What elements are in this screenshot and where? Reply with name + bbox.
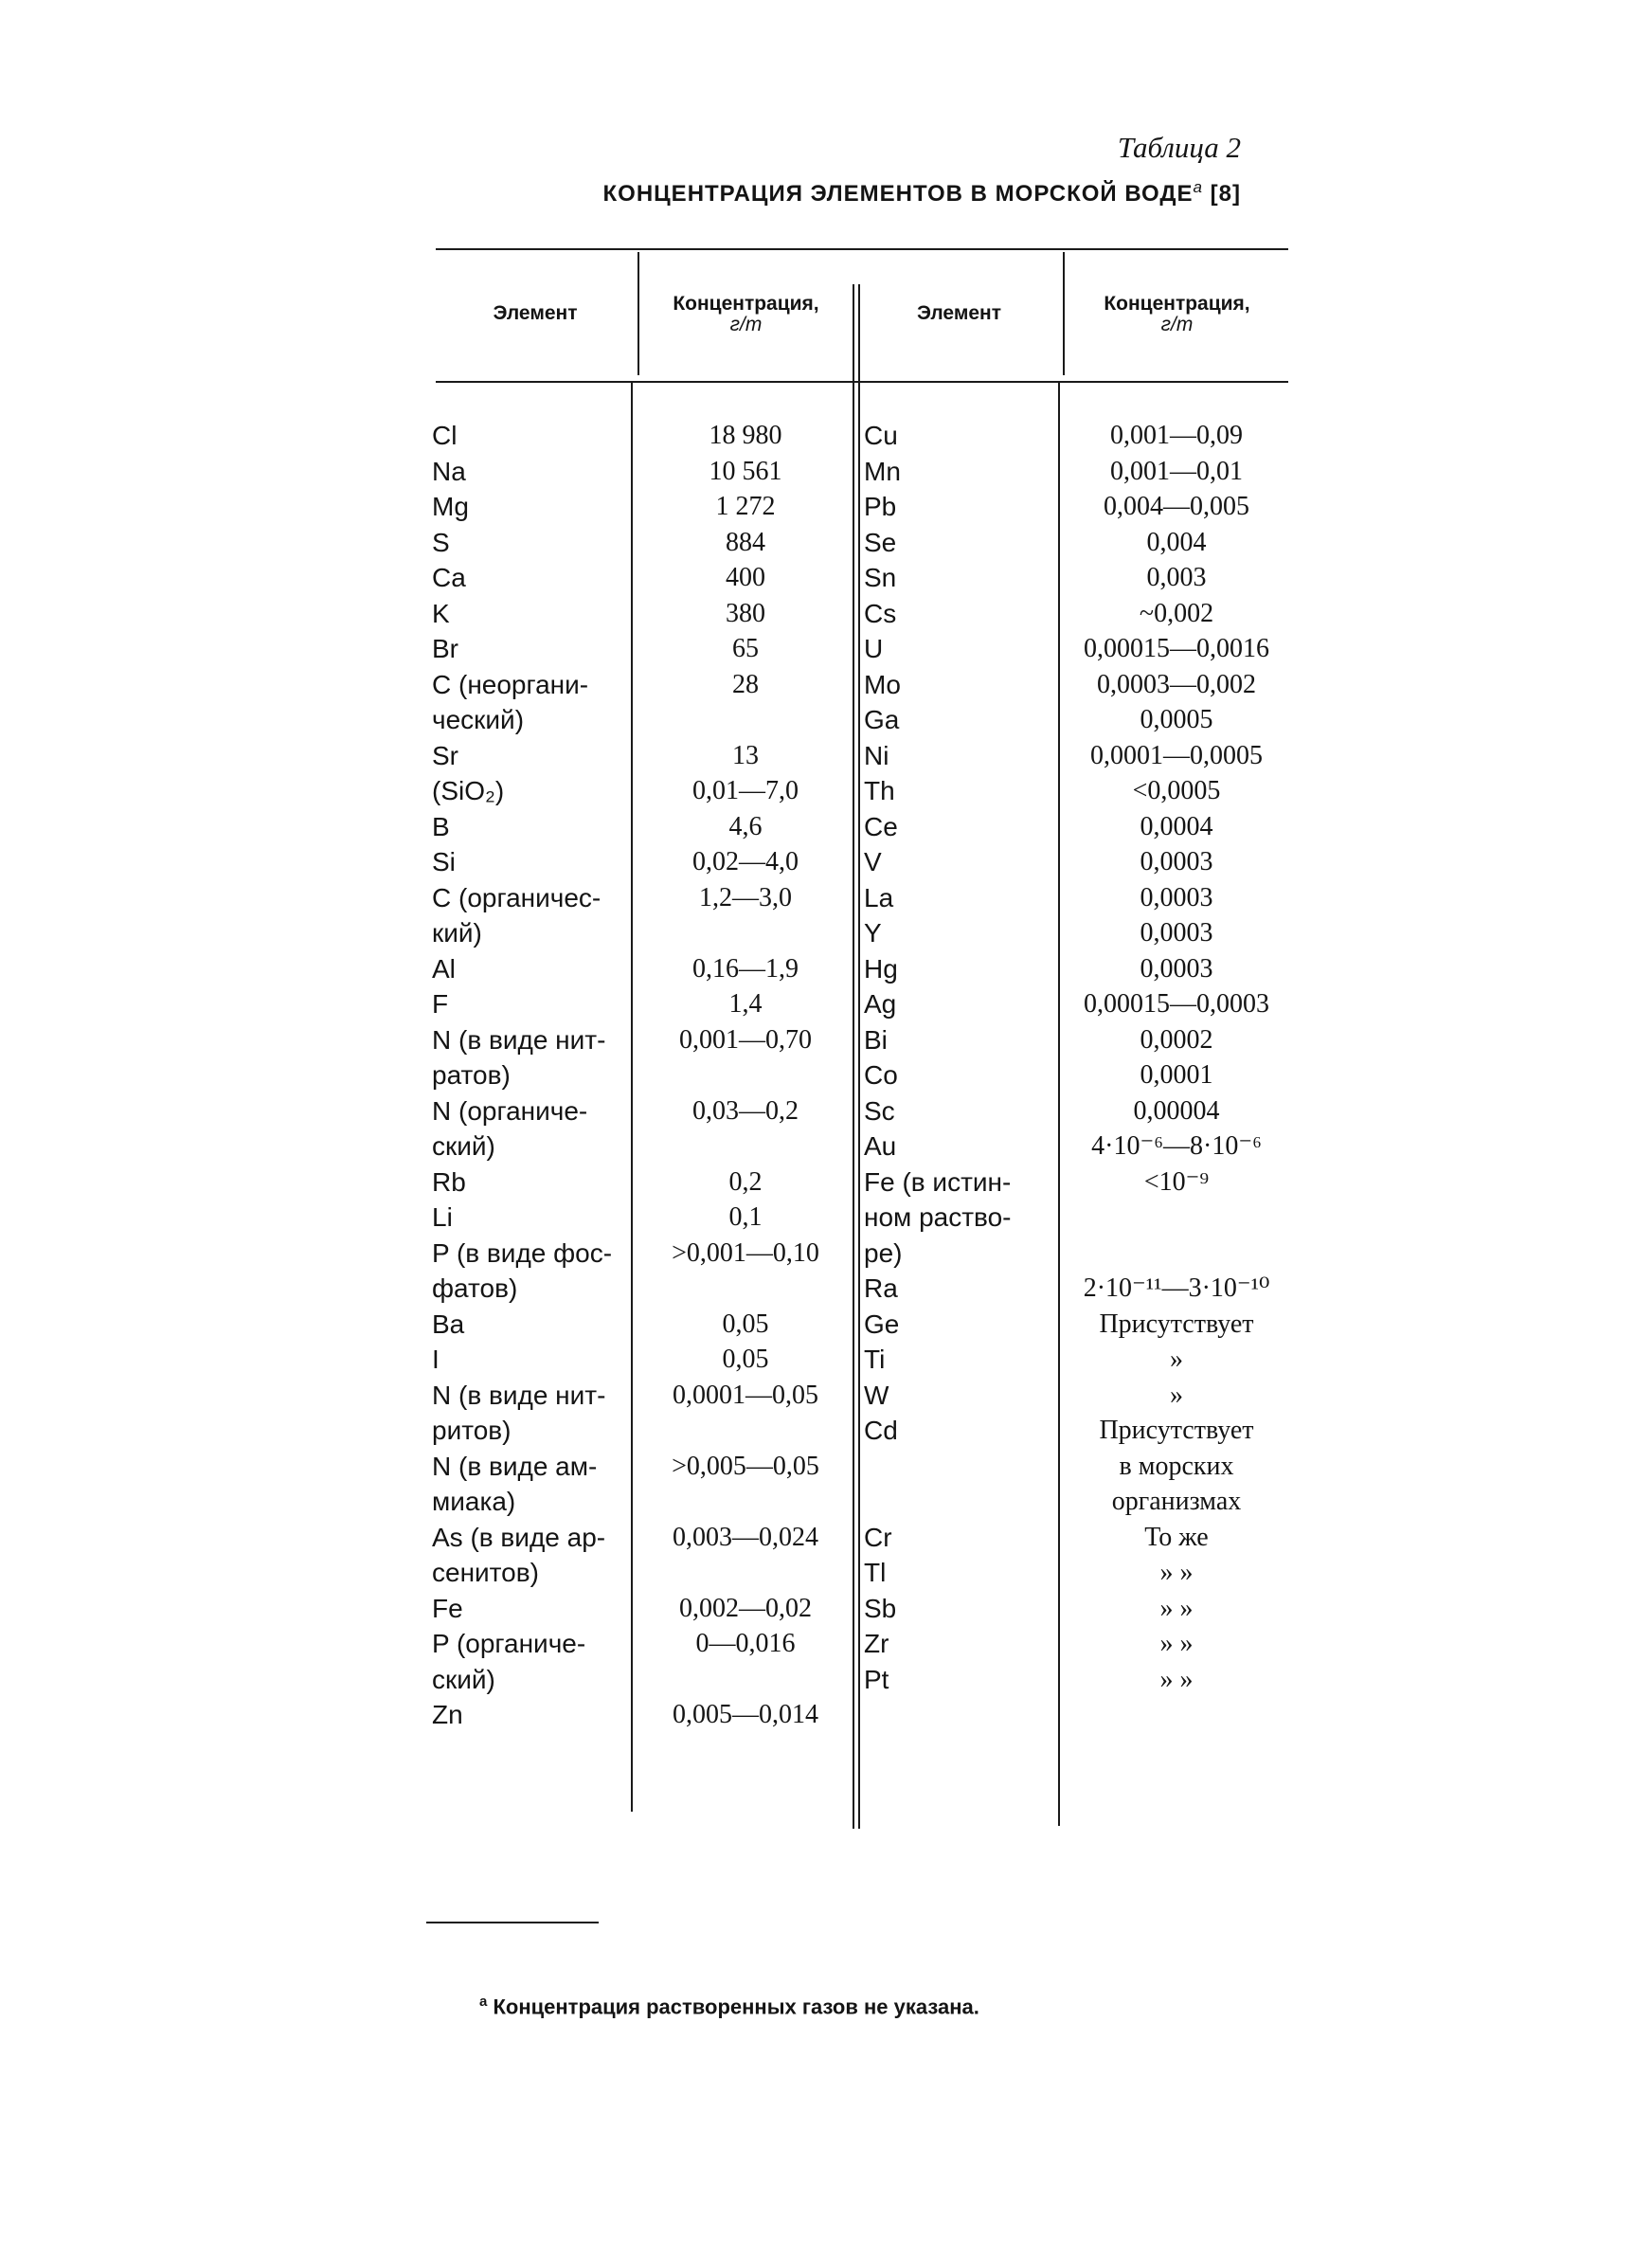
table-title: [445, 178, 1241, 208]
footnote: [479, 1994, 979, 2019]
right-concentration-cell: 0,003: [1146, 563, 1207, 592]
left-concentration-cell: 0,0001—0,05: [673, 1380, 818, 1410]
header-bottom-rule: [436, 381, 1288, 383]
right-concentration-cell: организмах: [1111, 1487, 1242, 1516]
right-concentration-cell: » »: [1159, 1629, 1194, 1658]
left-element-cell: C (неоргани-: [432, 669, 589, 699]
right-concentration-cell: 0,0001: [1140, 1060, 1213, 1090]
right-element-cell: La: [864, 882, 894, 912]
right-concentration-cell: »: [1170, 1380, 1183, 1410]
left-concentration-cell: 65: [732, 634, 759, 663]
right-concentration-cell: Присутствует: [1099, 1309, 1254, 1339]
right-element-cell: Ra: [864, 1273, 898, 1303]
right-element-cell: Sc: [864, 1095, 895, 1126]
right-element-cell: Cr: [864, 1522, 892, 1552]
left-concentration-cell: 884: [726, 527, 765, 557]
right-concentration-cell: 0,001—0,01: [1110, 456, 1243, 486]
column-divider-2b: [858, 284, 860, 1829]
left-concentration-cell: 0,16—1,9: [692, 953, 799, 984]
right-element-cell: Hg: [864, 953, 898, 984]
right-element-cell: Sn: [864, 563, 897, 592]
left-element-cell: (SiO₂): [432, 776, 505, 805]
right-element-cell: Ag: [864, 989, 897, 1019]
left-element-cell: N (в виде ам-: [432, 1451, 598, 1481]
left-element-cell: ский): [432, 1664, 495, 1694]
left-element-cell: ский): [432, 1131, 495, 1161]
right-concentration-cell: 0,0001—0,0005: [1090, 740, 1263, 770]
left-concentration-cell: 0,01—7,0: [692, 776, 799, 805]
right-concentration-cell: 0,00015—0,0003: [1084, 989, 1269, 1019]
right-concentration-cell: <0,0005: [1132, 776, 1221, 805]
left-element-cell: ратов): [432, 1060, 511, 1090]
right-concentration-cell: 0,0003: [1140, 953, 1213, 984]
right-element-cell: [864, 1449, 1012, 1485]
title-footnote-mark: a: [1193, 178, 1203, 196]
right-concentration-cell: 0,0003: [1140, 847, 1213, 876]
left-concentration-cell: 400: [726, 563, 765, 592]
right-concentration-cell: » »: [1159, 1593, 1194, 1623]
right-concentration-cell: 0,0003: [1140, 882, 1213, 912]
left-element-cell: фатов): [432, 1273, 518, 1303]
right-concentration-cell: 0,0002: [1140, 1024, 1213, 1055]
right-element-cell: Fe (в истин-: [864, 1166, 1012, 1197]
right-concentration-cell: 0,00015—0,0016: [1084, 634, 1269, 663]
header-concentration-right: [1066, 294, 1288, 335]
header-concentration-right-label: Концентрация,: [1104, 293, 1250, 315]
right-element-cell: Zr: [864, 1629, 889, 1658]
left-element-cell: S: [432, 527, 450, 557]
left-concentration-cell: [637, 1057, 854, 1093]
left-concentration-cell: >0,005—0,05: [672, 1451, 819, 1481]
left-element-cell: P (органиче-: [432, 1629, 586, 1658]
right-element-cell: Au: [864, 1131, 897, 1161]
column-divider-3-body: [1058, 383, 1060, 1826]
right-element-cell: Bi: [864, 1024, 888, 1055]
left-element-cell: B: [432, 811, 450, 841]
right-concentration-cell: Присутствует: [1099, 1416, 1254, 1445]
left-concentration-cell: 13: [732, 740, 759, 770]
left-element-cell: Sr: [432, 740, 458, 770]
right-concentration-cell: 0,001—0,09: [1110, 421, 1243, 450]
right-element-cell: Pb: [864, 492, 897, 521]
left-concentration-cell: 0,02—4,0: [692, 847, 799, 876]
left-concentration-cell: 18 980: [709, 421, 782, 450]
right-element-cell: ре): [864, 1237, 903, 1268]
right-element-cell: Se: [864, 527, 897, 557]
left-element-cell: P (в виде фос-: [432, 1237, 613, 1268]
left-element-cell: Si: [432, 847, 456, 876]
left-concentration-cell: 0,002—0,02: [679, 1593, 812, 1623]
footnote-mark: a: [479, 1994, 488, 2010]
left-concentration-cell: [637, 702, 854, 738]
left-element-cell: Fe: [432, 1593, 463, 1623]
left-element-cell: C (органичес-: [432, 882, 602, 912]
right-concentration-cell: 0,0005: [1140, 705, 1213, 734]
left-concentration-cell: 0,005—0,014: [673, 1700, 818, 1729]
table-caption: Таблица 2: [1117, 131, 1241, 164]
right-concentration-cell: 0,004: [1146, 527, 1207, 557]
right-concentration-cell: [1063, 1200, 1290, 1236]
column-divider-3: [1063, 252, 1065, 375]
table-top-rule: [436, 248, 1288, 250]
right-concentration-cell: » »: [1159, 1558, 1194, 1587]
title-text: КОНЦЕНТРАЦИЯ ЭЛЕМЕНТОВ В МОРСКОЙ ВОДЕ: [602, 181, 1194, 207]
left-concentration-cell: 380: [726, 598, 765, 628]
right-concentration-cell: ~0,002: [1139, 598, 1214, 628]
right-element-cell: Cd: [864, 1416, 898, 1445]
left-element-cell: N (органиче-: [432, 1095, 588, 1126]
left-element-cell: Na: [432, 456, 466, 486]
right-element-cell: V: [864, 847, 882, 876]
left-element-cell: F: [432, 989, 449, 1019]
left-element-cell: Ba: [432, 1309, 465, 1339]
left-element-cell: N (в виде нит-: [432, 1380, 606, 1410]
left-element-cell: N (в виде нит-: [432, 1024, 606, 1055]
right-element-cell: Y: [864, 918, 882, 948]
right-element-cell: Cs: [864, 598, 897, 628]
right-concentration-cell: 0,00004: [1133, 1095, 1220, 1126]
right-concentration-cell: 2·10⁻¹¹—3·10⁻¹⁰: [1083, 1273, 1270, 1303]
right-concentration-cell: 0,0003: [1140, 918, 1213, 948]
left-concentration-cell: 0,001—0,70: [679, 1024, 812, 1055]
right-concentration-cell: 0,0004: [1140, 811, 1213, 841]
left-element-cell: ческий): [432, 705, 525, 734]
right-element-cell: Ge: [864, 1309, 900, 1339]
header-unit-right: г/т: [1160, 314, 1194, 335]
right-element-cell: Th: [864, 776, 895, 805]
header-unit-left: г/т: [729, 314, 763, 335]
left-element-cell: Br: [432, 634, 458, 663]
right-concentration-cell: » »: [1159, 1664, 1194, 1694]
header-concentration-left-label: Концентрация,: [673, 293, 819, 315]
left-concentration-cell: [637, 1484, 854, 1520]
right-element-cell: U: [864, 634, 884, 663]
left-concentration-cell: >0,001—0,10: [672, 1237, 819, 1268]
left-concentration-cell: [637, 1271, 854, 1307]
footnote-text: Концентрация растворенных газов не указана.: [493, 1995, 979, 2019]
right-element-cell: W: [864, 1380, 889, 1410]
left-concentration-cell: 0,03—0,2: [692, 1095, 799, 1126]
right-concentration-cell: То же: [1144, 1522, 1209, 1552]
header-element-right-label: Элемент: [916, 302, 1002, 324]
right-element-column: [864, 418, 1012, 1697]
left-concentration-column: [637, 418, 854, 1733]
right-concentration-cell: 0,004—0,005: [1104, 492, 1249, 521]
right-element-cell: Mo: [864, 669, 901, 699]
right-element-cell: Ti: [864, 1345, 886, 1374]
left-element-cell: сенитов): [432, 1558, 539, 1587]
left-concentration-cell: [637, 1555, 854, 1591]
right-element-cell: Mn: [864, 456, 901, 486]
left-element-cell: кий): [432, 918, 482, 948]
right-element-cell: Co: [864, 1060, 898, 1090]
right-concentration-cell: в морских: [1119, 1451, 1234, 1481]
left-concentration-cell: 0,003—0,024: [673, 1522, 818, 1552]
title-reference: [8]: [1210, 181, 1241, 207]
right-element-cell: Ce: [864, 811, 898, 841]
left-concentration-cell: 0,2: [728, 1166, 763, 1197]
right-concentration-column: [1063, 418, 1290, 1697]
right-element-cell: Pt: [864, 1664, 889, 1694]
left-concentration-cell: 0,05: [722, 1345, 769, 1374]
header-element-right: [862, 303, 1056, 324]
left-concentration-cell: 0—0,016: [695, 1629, 796, 1658]
right-concentration-cell: [1063, 1236, 1290, 1272]
right-concentration-cell: 0,0003—0,002: [1097, 669, 1256, 699]
right-concentration-cell: 4·10⁻⁶—8·10⁻⁶: [1091, 1131, 1262, 1161]
left-concentration-cell: [637, 1662, 854, 1698]
left-concentration-cell: 4,6: [728, 811, 763, 841]
left-element-column: [432, 418, 612, 1733]
left-concentration-cell: [637, 915, 854, 951]
left-element-cell: ритов): [432, 1416, 512, 1445]
header-element-left: [445, 303, 625, 324]
left-element-cell: K: [432, 598, 450, 628]
right-element-cell: ном раство-: [864, 1202, 1012, 1232]
left-concentration-cell: 1 272: [715, 492, 776, 521]
right-concentration-cell: <10⁻⁹: [1143, 1166, 1210, 1197]
left-concentration-cell: 1,2—3,0: [699, 882, 792, 912]
left-element-cell: миака): [432, 1487, 516, 1516]
left-concentration-cell: [637, 1413, 854, 1449]
left-element-cell: Cl: [432, 421, 458, 450]
left-concentration-cell: 0,1: [728, 1202, 763, 1232]
left-element-cell: As (в виде ар-: [432, 1522, 606, 1552]
right-element-cell: Ni: [864, 740, 889, 770]
right-element-cell: Ga: [864, 705, 900, 734]
left-concentration-cell: [637, 1128, 854, 1165]
right-element-cell: Sb: [864, 1593, 897, 1623]
left-concentration-cell: 10 561: [709, 456, 782, 486]
right-element-cell: Tl: [864, 1558, 887, 1587]
right-concentration-cell: »: [1170, 1345, 1183, 1374]
left-element-cell: Ca: [432, 563, 466, 592]
left-element-cell: Li: [432, 1202, 453, 1232]
column-divider-1-body: [631, 383, 633, 1812]
left-concentration-cell: 1,4: [728, 989, 763, 1019]
left-concentration-cell: 28: [732, 669, 759, 699]
left-element-cell: Zn: [432, 1700, 463, 1729]
left-concentration-cell: 0,05: [722, 1309, 769, 1339]
footnote-rule: [426, 1922, 599, 1923]
left-element-cell: Al: [432, 953, 456, 984]
header-concentration-left: [639, 294, 853, 335]
right-element-cell: [864, 1484, 1012, 1520]
header-element-left-label: Элемент: [493, 302, 578, 324]
left-element-cell: I: [432, 1345, 440, 1374]
left-element-cell: Mg: [432, 492, 469, 521]
right-element-cell: Cu: [864, 421, 898, 450]
left-element-cell: Rb: [432, 1166, 466, 1197]
